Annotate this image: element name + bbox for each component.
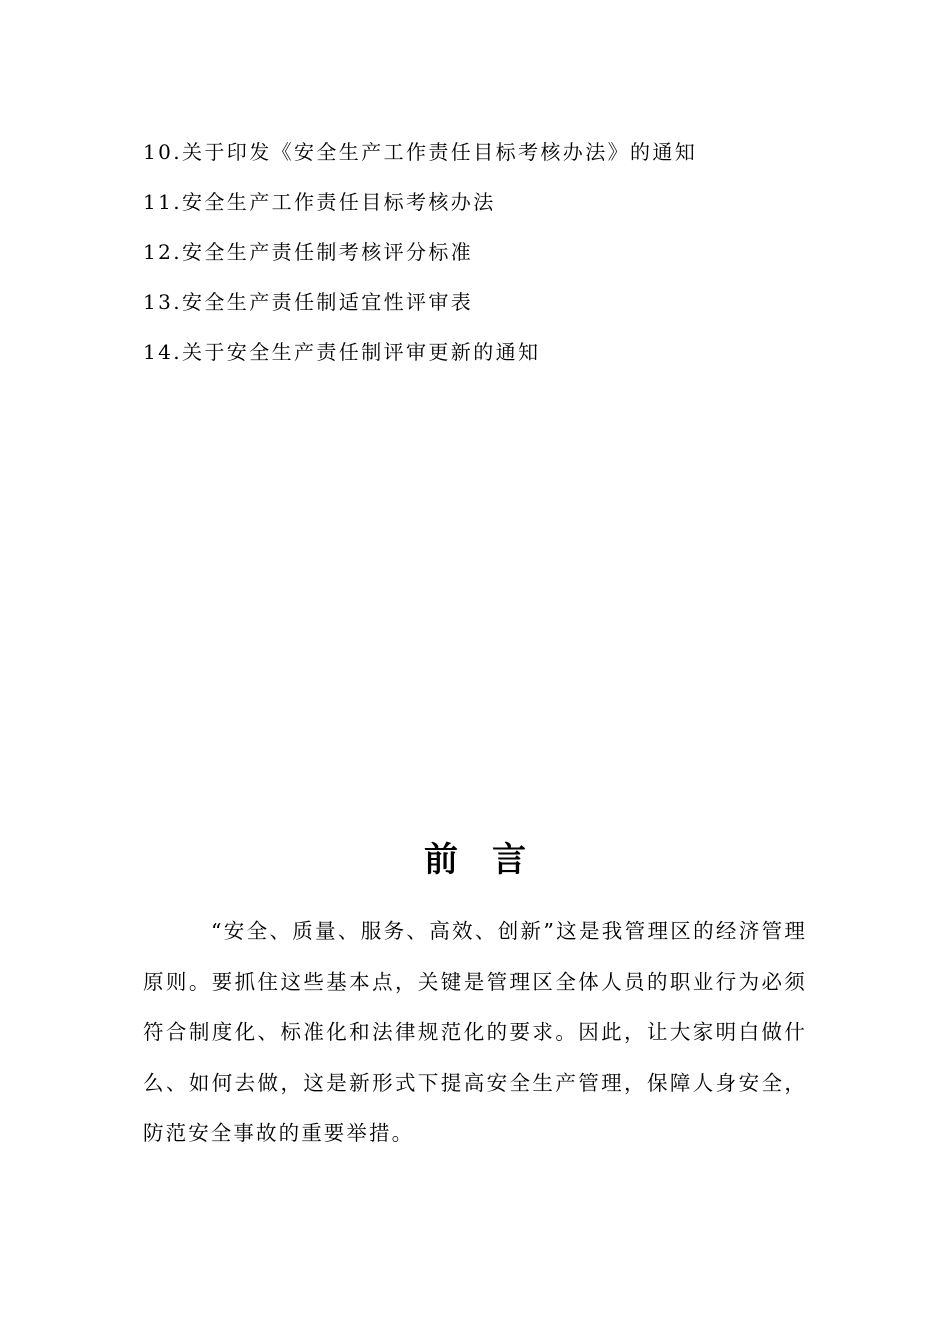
table-of-contents bbox=[143, 136, 697, 386]
preface-paragraph: “安全、质量、服务、高效、创新”这是我管理区的经济管理原则。要抓住这些基本点，关键是管理区全体人员的职业行为必须符合制度化、标准化和法律规范化的要求。因此，让大家明白做什么、如何去做，这是新形式下提高安全生产管理，保障人身安全，防范安全事故的重要举措。 bbox=[143, 919, 807, 1145]
list-item: 13.安全生产责任制适宜性评审表 bbox=[143, 290, 474, 314]
list-item: 11.安全生产工作责任目标考核办法 bbox=[143, 190, 496, 214]
list-item: 12.安全生产责任制考核评分标准 bbox=[143, 240, 474, 264]
list-item: 14.关于安全生产责任制评审更新的通知 bbox=[143, 340, 541, 364]
list-item: 10.关于印发《安全生产工作责任目标考核办法》的通知 bbox=[143, 140, 698, 164]
preface-title: 前言 bbox=[424, 840, 560, 880]
